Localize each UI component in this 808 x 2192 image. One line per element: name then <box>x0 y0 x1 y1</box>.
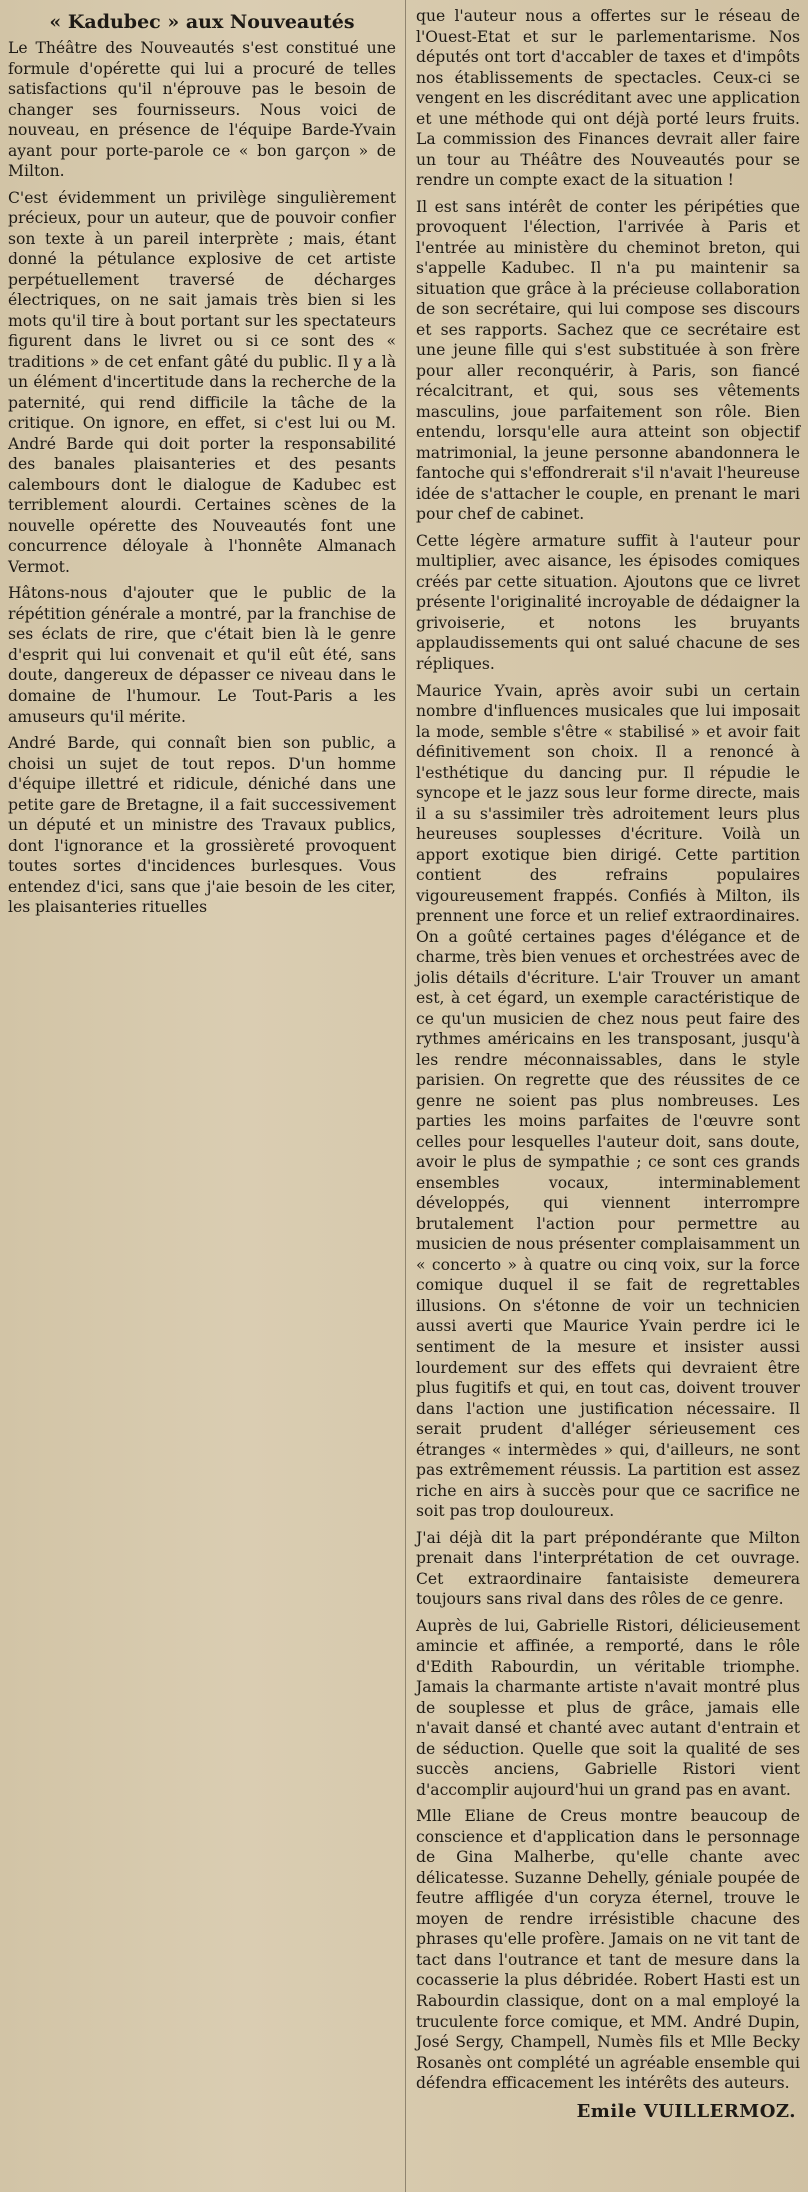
paragraph: Cette légère armature suffit à l'auteur pour multiplier, avec aisance, les épisodes comiques créés par cette situation. Ajoutons que ce livret présente l'originalité incroyable de dédaigner la grivoiserie, et notons les bruyants applaudissements qui ont salué chacune de ses répliques. <box>416 531 800 673</box>
paragraph: Hâtons-nous d'ajouter que le public de la répétition générale a montré, par la franchise de ses éclats de rire, que c'était bien là le genre d'esprit qui lui convenait et qu'il eût été, sans doute, dangereux de dépasser ce niveau dans le domaine de l'humour. Le Tout-Paris a les amuseurs qu'il mérite. <box>8 584 396 726</box>
paragraph: C'est évidemment un privilège singulièrement précieux, pour un auteur, que de pouvoir confier son texte à un pareil interprète ; mais, étant donné la pétulance explosive de cet artiste perpétuellement traversé de décharges électriques, on ne sait jamais très bien si les mots qu'il tire à bout portant sur les spectateurs figurent dans le livret ou si ce sont des « traditions » de cet enfant gâté du public. Il y a là un élément d'incertitude dans la recherche de la paternité, qui rend difficile la tâche de la critique. On ignore, en effet, si c'est lui ou M. André Barde qui doit porter la responsabilité des banales plaisanteries et des pesants calembours dont le dialogue de Kadubec est terriblement alourdi. Certaines scènes de la nouvelle opérette des Nouveautés font une concurrence déloyale à l'honnête Almanach Vermot. <box>8 188 396 576</box>
right-column <box>416 6 800 2122</box>
paragraph: Maurice Yvain, après avoir subi un certain nombre d'influences musicales que lui imposait la mode, semble s'être « stabilisé » et avoir fait définitivement son choix. Il a renoncé à l'esthétique du dancing pur. Il répudie le syncope et le jazz sous leur forme directe, mais il a su s'assimiler très adroitement leurs plus heureuses souplesses d'écriture. Voilà un apport exotique bien dirigé. Cette partition contient des refrains populaires vigoureusement frappés. Confiés à Milton, ils prennent une force et un relief extraordinaires. On a goûté certaines pages d'élégance et de charme, très bien venues et orchestrées avec de jolis détails d'écriture. L'air Trouver un amant est, à cet égard, un exemple caractéristique de ce qu'un musicien de chez nous peut faire des rythmes américains en les transposant, jusqu'à les rendre méconnaissables, dans le style parisien. On regrette que des réussites de ce genre ne soient pas plus nombreuses. Les parties les moins parfaites de l'œuvre sont celles pour lesquelles l'auteur doit, sans doute, avoir le plus de sympathie ; ce sont ces grands ensembles vocaux, interminablement développés, qui viennent interrompre brutalement l'action pour permettre au musicien de nous présenter complaisamment un « concerto » à quatre ou cinq voix, sur la force comique duquel il se fait de regrettables illusions. On s'étonne de voir un technicien aussi averti que Maurice Yvain perdre ici le sentiment de la mesure et insister aussi lourdement sur des effets qui devraient être plus fugitifs et qui, en tout cas, doivent trouver dans l'action une justification nécessaire. Il serait prudent d'alléger sérieusement ces étranges « intermèdes » qui, d'ailleurs, ne sont pas extrêmement réussis. La partition est assez riche en airs à succès pour que ce sacrifice ne soit pas trop douloureux. <box>416 681 800 1521</box>
paragraph: que l'auteur nous a offertes sur le réseau de l'Ouest-Etat et sur le parlementarisme. Nos députés ont tort d'accabler de taxes et d'impôts nos établissements de spectacles. Ceux-ci se vengent en les discréditant avec une application et une méthode qui ont déjà porté leurs fruits. La commission des Finances devrait aller faire un tour au Théâtre des Nouveautés pour se rendre un compte exact de la situation ! <box>416 7 800 190</box>
paragraph: Auprès de lui, Gabrielle Ristori, délicieusement amincie et affinée, a remporté, dans le rôle d'Edith Rabourdin, un véritable triomphe. Jamais la charmante artiste n'avait montré plus de souplesse et plus de grâce, jamais elle n'avait dansé et chanté avec autant d'entrain et de séduction. Quelle que soit la qualité de ses succès anciens, Gabrielle Ristori vient d'accomplir aujourd'hui un grand pas en avant. <box>416 1616 800 1799</box>
paragraph: Mlle Eliane de Creus montre beaucoup de conscience et d'application dans le personnage de Gina Malherbe, qu'elle chante avec délicatesse. Suzanne Dehelly, géniale poupée de feutre affligée d'un coryza éternel, trouve le moyen de rendre irrésistible chacune des phrases qu'elle profère. Jamais on ne vit tant de tact dans l'outrance et tant de mesure dans la cocasserie la plus débridée. Robert Hasti est un Rabourdin classique, dont on a mal employé la truculente force comique, et MM. André Dupin, José Sergy, Champell, Numès fils et Mlle Becky Rosanès ont complété un agréable ensemble qui défendra efficacement les intérêts des auteurs. <box>416 1807 800 2093</box>
paragraph: J'ai déjà dit la part prépondérante que Milton prenait dans l'interprétation de cet ouvrage. Cet extraordinaire fantaisiste demeurera toujours sans rival dans des rôles de ce genre. <box>416 1528 800 1609</box>
author-signature: Emile VUILLERMOZ. <box>576 2100 796 2122</box>
paragraph: André Barde, qui connaît bien son public, a choisi un sujet de tout repos. D'un homme d'équipe illettré et ridicule, déniché dans une petite gare de Bretagne, il a fait successivement un député et un ministre des Travaux publics, dont l'ignorance et la grossièreté provoquent toutes sortes d'incidences burlesques. Vous entendez d'ici, sans que j'aie besoin de les citer, les plaisanteries rituelles <box>8 734 396 917</box>
paragraph: Il est sans intérêt de conter les péripéties que provoquent l'élection, l'arrivée à Paris et l'entrée au ministère du cheminot breton, qui s'appelle Kadubec. Il n'a pu maintenir sa situation que grâce à la précieuse collaboration de son secrétaire, qui lui compose ses discours et ses rapports. Sachez que ce secrétaire est une jeune fille qui s'est substituée à son frère pour aller reconquérir, à Paris, son fiancé récalcitrant, et qui, sous ses vêtements masculins, joue parfaitement son rôle. Bien entendu, lorsqu'elle aura atteint son objectif matrimonial, la jeune personne abandonnera le fantoche qui s'effondrerait s'il n'avait l'heureuse idée de s'attacher le couple, en prenant le mari pour chef de cabinet. <box>416 197 800 524</box>
left-column <box>8 10 396 924</box>
paragraph: Le Théâtre des Nouveautés s'est constitué une formule d'opérette qui lui a procuré de telles satisfactions qu'il n'éprouve pas le besoin de changer ses fournisseurs. Nous voici de nouveau, en présence de l'équipe Barde-Yvain ayant pour porte-parole ce « bon garçon » de Milton. <box>8 39 396 181</box>
column-divider <box>405 0 406 2192</box>
article-title: « Kadubec » aux Nouveautés <box>49 11 355 33</box>
